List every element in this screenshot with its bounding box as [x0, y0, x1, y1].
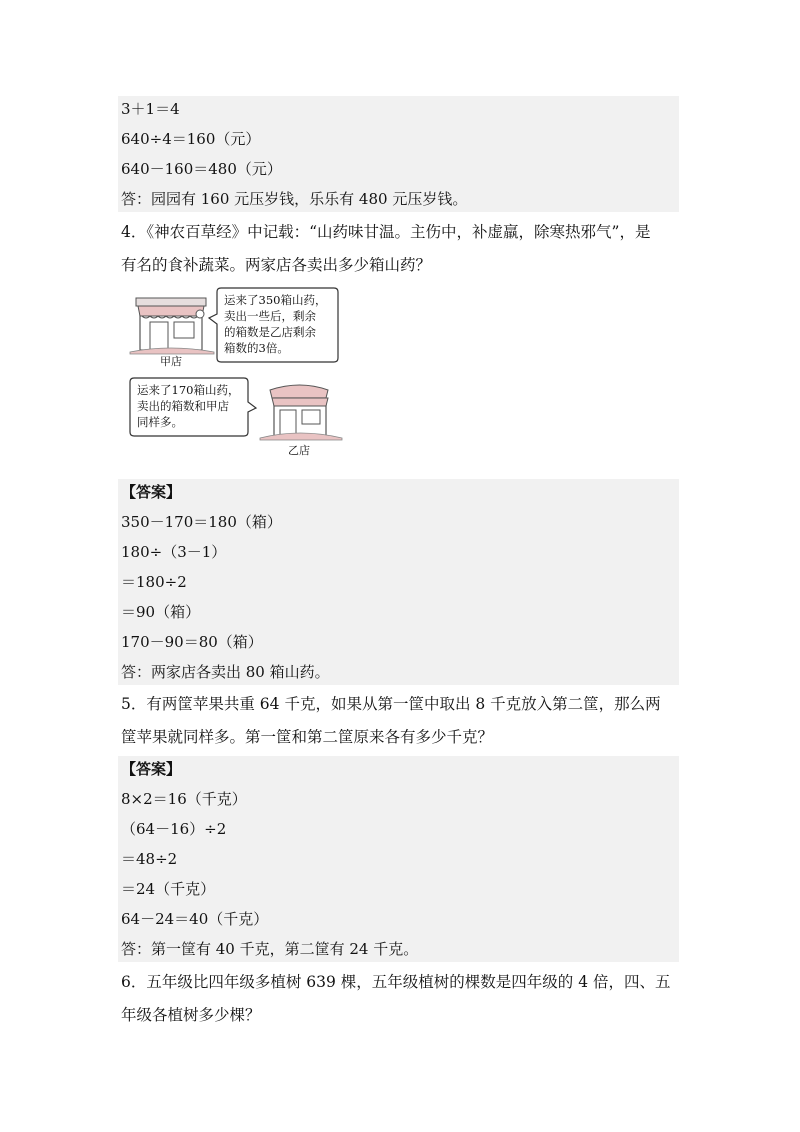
answer-line: ＝90（箱） — [121, 603, 201, 621]
shop-b-bubble-line: 同样多。 — [137, 415, 183, 429]
shop-b-bubble-line: 卖出的箱数和甲店 — [137, 399, 229, 413]
shop-b-label: 乙店 — [288, 444, 310, 457]
shop-a-bubble-line: 卖出一些后，剩余 — [224, 309, 316, 323]
question-6-line-1: 6．五年级比四年级多植树 639 棵，五年级植树的棵数是四年级的 4 倍，四、五 — [121, 973, 671, 991]
question-4-line-2: 有名的食补蔬菜。两家店各卖出多少箱山药？ — [121, 256, 432, 274]
answer-heading: 【答案】 — [121, 760, 182, 778]
answer-shade-q4 — [118, 479, 679, 685]
answer-statement: 答：两家店各卖出 80 箱山药。 — [121, 663, 330, 681]
answer-line: 8×2＝16（千克） — [121, 790, 247, 808]
question-5-line-2: 筐苹果就同样多。第一筐和第二筐原来各有多少千克？ — [121, 728, 494, 746]
answer-line: （64－16）÷2 — [121, 820, 227, 838]
shop-a-icon — [130, 298, 214, 368]
shop-a-bubble-line: 运来了350箱山药， — [224, 293, 327, 307]
answer-line: 350－170＝180（箱） — [121, 513, 282, 531]
shop-illustration — [120, 282, 360, 462]
shop-a-speech-bubble — [209, 288, 338, 362]
answer-line: 180÷（3－1） — [121, 543, 227, 561]
answer-line: 64－24＝40（千克） — [121, 910, 269, 928]
shop-a-bubble-line: 的箱数是乙店剩余 — [224, 325, 316, 339]
shop-b-icon — [260, 385, 342, 457]
answer-line: ＝48÷2 — [121, 850, 178, 868]
answer-statement: 答：园园有 160 元压岁钱，乐乐有 480 元压岁钱。 — [121, 190, 468, 208]
answer-line: 640－160＝480（元） — [121, 160, 282, 178]
answer-line: 3＋1＝4 — [121, 100, 180, 118]
answer-shade-q5 — [118, 756, 679, 962]
question-5-line-1: 5．有两筐苹果共重 64 千克，如果从第一筐中取出 8 千克放入第二筐，那么两 — [121, 695, 661, 713]
shop-a-label: 甲店 — [160, 355, 182, 368]
answer-line: 170－90＝80（箱） — [121, 633, 263, 651]
answer-statement: 答：第一筐有 40 千克，第二筐有 24 千克。 — [121, 940, 419, 958]
shop-a-bubble-line: 箱数的3倍。 — [224, 341, 289, 355]
answer-line: 640÷4＝160（元） — [121, 130, 261, 148]
answer-line: ＝180÷2 — [121, 573, 187, 591]
question-6-line-2: 年级各植树多少棵？ — [121, 1006, 261, 1024]
shop-b-bubble-line: 运来了170箱山药， — [137, 383, 240, 397]
shop-b-speech-bubble — [130, 378, 256, 436]
answer-heading: 【答案】 — [121, 483, 182, 501]
answer-line: ＝24（千克） — [121, 880, 216, 898]
question-4-line-1: 4．《神农百草经》中记载：“山药味甘温。主伤中，补虚羸，除寒热邪气”，是 — [121, 223, 651, 241]
